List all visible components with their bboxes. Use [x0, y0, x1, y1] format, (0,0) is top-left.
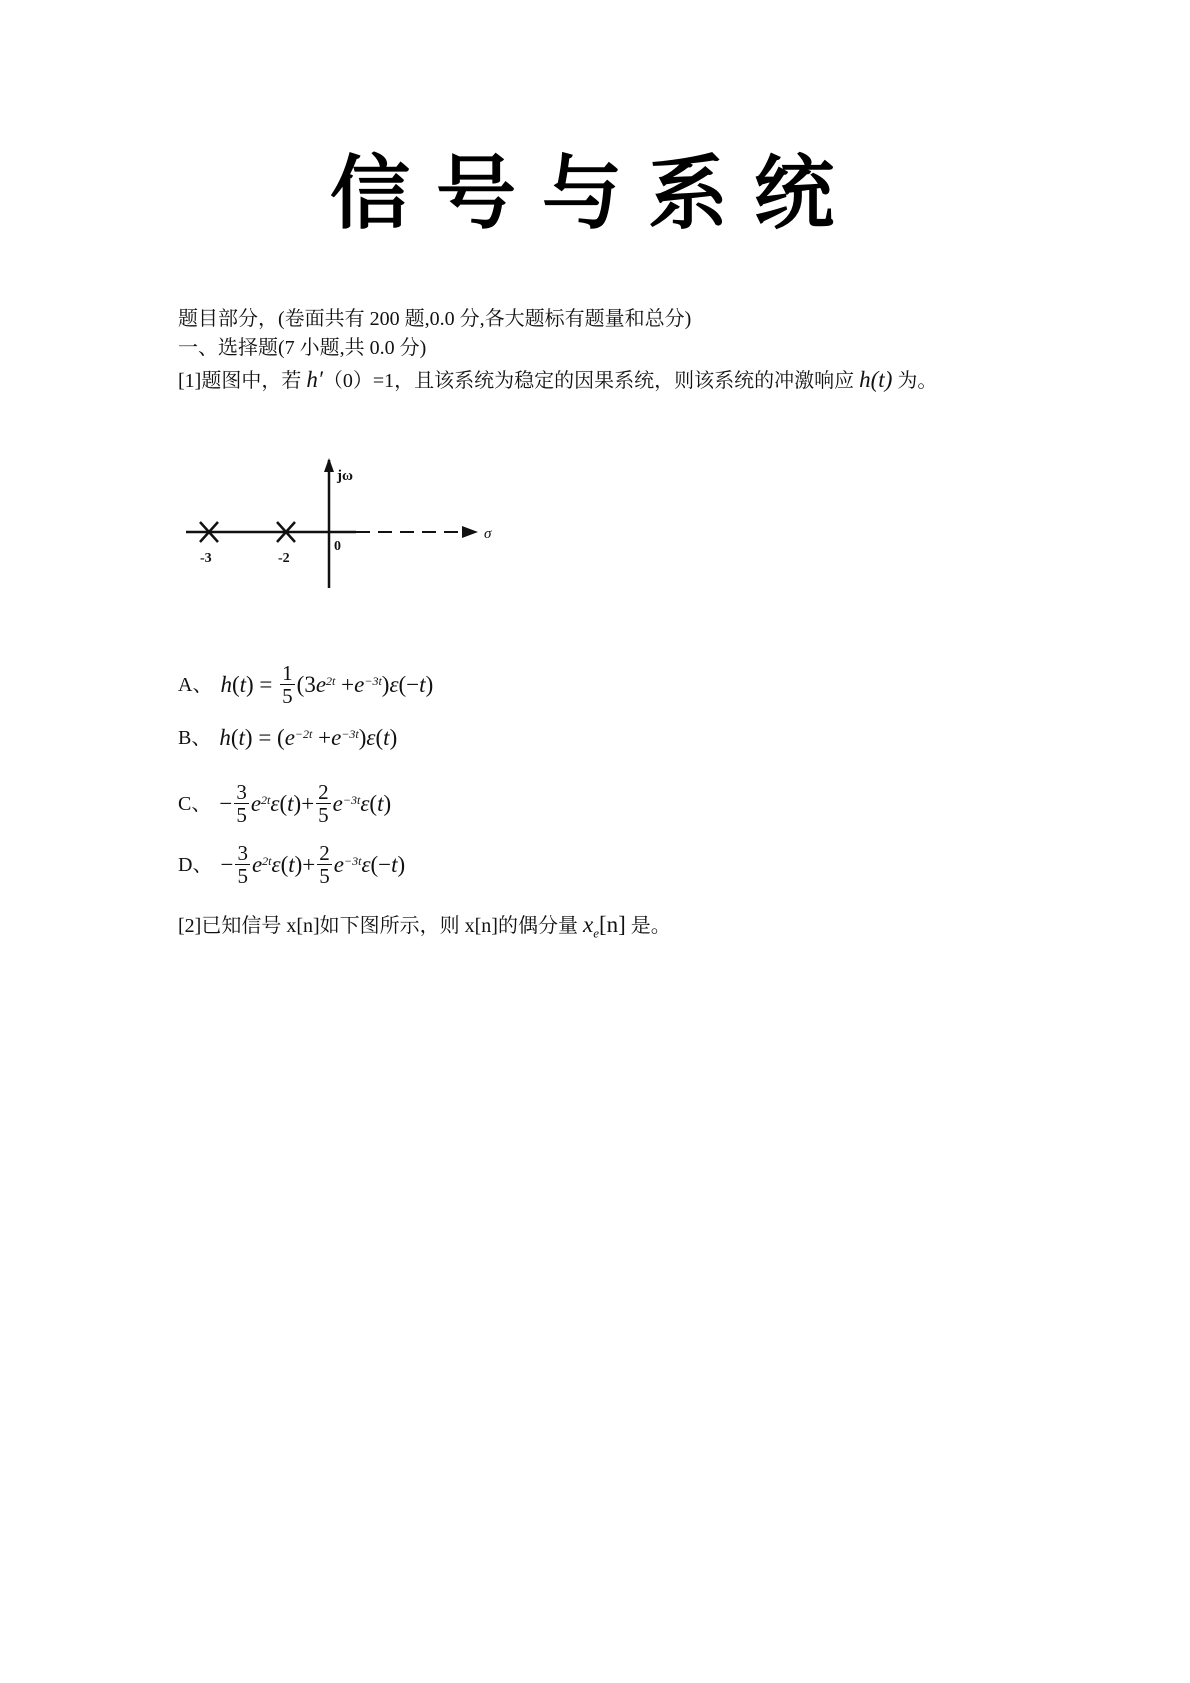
- option-a-formula: h ( t ) = $\frac{1}{5}$ (3 e $^{2t}$ + e $^{-3t}$ ) ε (− t ): [220, 661, 434, 708]
- option-d-formula: − $\frac{3}{5}$ e $^{2t}$ ε ( t )+ $\frac{2}{5}$ e $^{-3t}$ ε (− t ): [220, 841, 406, 888]
- option-b[interactable]: [178, 725, 397, 751]
- imaginary-axis-arrow-icon: [324, 458, 334, 472]
- question-1-text: [178, 367, 937, 394]
- q1-prefix: [1]题图中，若: [178, 370, 302, 392]
- option-c-label: C、: [178, 792, 212, 815]
- q2-symbol: [582, 912, 626, 941]
- pole-label-minus-2: -2: [278, 551, 290, 566]
- option-d-label: D、: [178, 853, 213, 876]
- q2-symbol-base: x: [582, 912, 594, 937]
- section-heading: 一、选择题(7 小题,共 0.0 分): [178, 337, 427, 359]
- option-c-formula: − $\frac{3}{5}$ e $^{2t}$ ε ( t )+ $\frac{2}{5}$ e $^{-3t}$ ε ( t ): [219, 780, 392, 827]
- q2-symbol-arg: [n]: [598, 912, 626, 937]
- real-axis-label: σ: [484, 526, 492, 542]
- origin-label: 0: [334, 539, 341, 554]
- q2-suffix: 是。: [630, 915, 671, 937]
- option-b-formula: h ( t ) = ( e $^{-2t}$ + e $^{-3t}$ ) ε ( t ): [219, 725, 398, 750]
- real-axis-arrow-icon: [462, 526, 478, 538]
- q1-target-symbol: h(t): [859, 367, 893, 392]
- option-a-label: A、: [178, 673, 213, 696]
- q1-suffix: 为。: [897, 370, 938, 392]
- q1-condition-text: （0）=1，且该系统为稳定的因果系统，则该系统的冲激响应: [322, 370, 855, 392]
- pole-label-minus-3: -3: [200, 551, 212, 566]
- q1-condition-symbol: h′: [306, 367, 323, 392]
- imaginary-axis-label: jω: [337, 468, 353, 484]
- option-c[interactable]: [178, 781, 391, 826]
- exam-intro: 题目部分，(卷面共有 200 题,0.0 分,各大题标有题量和总分): [178, 308, 692, 330]
- q2-symbol-sub: e: [593, 925, 599, 941]
- page-title: 信号与系统: [330, 146, 860, 240]
- option-d[interactable]: [178, 842, 405, 887]
- q2-prefix: [2]已知信号 x[n]如下图所示，则 x[n]的偶分量: [178, 915, 578, 937]
- option-b-label: B、: [178, 727, 212, 749]
- pole-zero-diagram: [186, 458, 516, 618]
- question-2-text: [178, 912, 671, 947]
- option-a[interactable]: [178, 662, 433, 707]
